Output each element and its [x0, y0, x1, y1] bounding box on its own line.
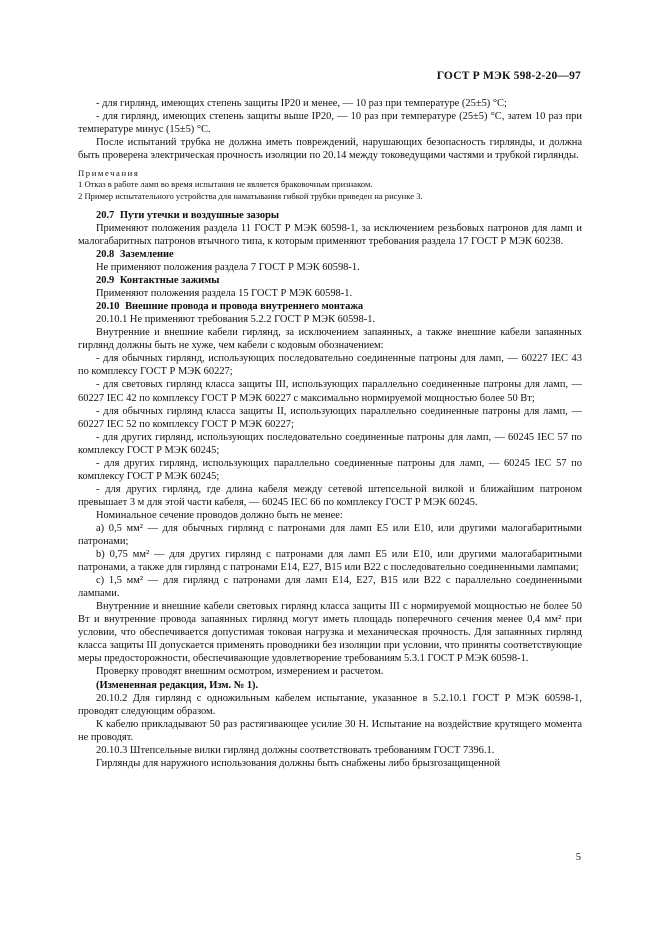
paragraph: 20.10.2 Для гирлянд с одножильным кабелем испытание, указанное в 5.2.10.1 ГОСТ Р МЭК 60598-1, проводят следующим образом. — [78, 692, 582, 717]
paragraph: Проверку проводят внешним осмотром, измерением и расчетом. — [96, 666, 384, 678]
note-item: 2 Пример испытательного устройства для наматывания гибкой трубки приведен на рисунке 3. — [78, 190, 423, 201]
paragraph: Применяют положения раздела 11 ГОСТ Р МЭК 60598-1, за исключением резьбовых патронов для ламп и малогабаритных патронов втычного типа, к которым применяют требования раздела 17 ГОСТ Р МЭК 60238. — [78, 222, 582, 247]
paragraph: К кабелю прикладывают 50 раз растягивающее усилие 30 Н. Испытание на воздействие крутящего момента не проводят. — [78, 718, 582, 743]
document-header: ГОСТ Р МЭК 598-2-20—97 — [436, 70, 581, 82]
section-number: 20.7 — [96, 209, 115, 221]
list-item: - для других гирлянд, использующих параллельно соединенные патроны для ламп, — 60245 IEC 57 по комплексу ГОСТ Р МЭК 60245; — [78, 457, 582, 482]
notes-block — [78, 168, 582, 202]
section-heading-20-7 — [78, 209, 582, 222]
section-heading-20-10 — [78, 300, 582, 313]
list-item: - для обычных гирлянд класса защиты II, использующих параллельно соединенные патроны для ламп, — 60227 IEC 52 по комплексу ГОСТ Р МЭК 60227; — [78, 405, 582, 430]
notes-title: Примечания — [78, 168, 140, 179]
note-item: 1 Отказ в работе ламп во время испытания не является браковочным признаком. — [78, 179, 373, 190]
section-title: Пути утечки и воздушные зазоры — [119, 209, 280, 221]
amendment-note: (Измененная редакция, Изм. № 1). — [96, 679, 259, 691]
list-item: b) 0,75 мм² — для других гирлянд с патронами для ламп Е5 или Е10, или другими малогабаритными патронами, а также для гирлянд с патронами Е14, Е27, В15 или В22 с последовательно соединенными лампами; — [78, 549, 582, 574]
paragraph: Внутренние и внешние кабели гирлянд, за исключением запаянных, а также внешние кабели запаянных гирлянд должны быть не хуже, чем кабели с кодовым обозначением: — [78, 327, 582, 352]
list-item: - для световых гирлянд класса защиты III, использующих параллельно соединенные патроны для ламп, — 60227 IEC 42 по комплексу ГОСТ Р МЭК 60227 с максимально нормируемой мощностью более 50 Вт; — [78, 379, 582, 404]
section-number: 20.10 — [96, 301, 120, 313]
paragraph: Не применяют положения раздела 7 ГОСТ Р МЭК 60598-1. — [96, 262, 360, 274]
section-title: Контактные зажимы — [119, 275, 220, 287]
list-item: - для других гирлянд, где длина кабеля между сетевой штепсельной вилкой и ближайшим патроном превышает 3 м для этой части кабеля, — 60245 IEC 66 по комплексу ГОСТ Р МЭК 60245. — [78, 483, 582, 508]
section-title: Заземление — [119, 248, 174, 260]
paragraph: 20.10.1 Не применяют требования 5.2.2 ГОСТ Р МЭК 60598-1. — [96, 314, 376, 326]
section-number: 20.8 — [96, 248, 115, 260]
paragraph: - для гирлянд, имеющих степень защиты IP20 и менее, — 10 раз при температуре (25±5) °С; — [96, 98, 507, 109]
paragraph: После испытаний трубка не должна иметь повреждений, нарушающих безопасность гирлянды, и должна быть проверена электрическая прочность изоляции по 20.14 между токоведущими частями и трубкой гирлянды. — [78, 137, 582, 162]
paragraph: 20.10.3 Штепсельные вилки гирлянд должны соответствовать требованиям ГОСТ 7396.1. — [96, 744, 495, 756]
list-item: a) 0,5 мм² — для обычных гирлянд с патронами для ламп Е5 или Е10, или другими малогабаритными патронами; — [78, 522, 582, 548]
page-number: 5 — [575, 852, 581, 863]
section-heading-20-8 — [78, 248, 582, 261]
paragraph: Гирлянды для наружного использования должны быть снабжены либо брызгозащищенной — [96, 757, 501, 769]
section-number: 20.9 — [96, 275, 115, 287]
list-item: c) 1,5 мм² — для гирлянд с патронами для ламп Е14, Е27, В15 или В22 с параллельно соединенными лампами. — [78, 575, 582, 600]
list-item: - для других гирлянд, использующих последовательно соединенные патроны для ламп, — 60245 IEC 57 по комплексу ГОСТ Р МЭК 60245; — [78, 431, 582, 456]
section-heading-20-9 — [78, 274, 582, 287]
list-item: - для обычных гирлянд, использующих последовательно соединенные патроны для ламп, — 60227 IEC 43 по комплексу ГОСТ Р МЭК 60227; — [78, 353, 582, 378]
paragraph: - для гирлянд, имеющих степень защиты выше IP20, — 10 раз при температуре (25±5) °С, затем 10 раз при температуре минус (15±5) °С. — [78, 111, 582, 136]
paragraph: Внутренние и внешние кабели световых гирлянд класса защиты III с нормируемой мощностью не более 50 Вт и внутренние провода запаянных гирлянд могут иметь площадь поперечного сечения менее 0,4 мм² при условии, что обеспечивается допустимая токовая нагрузка и механическая прочность. Для запаянных гирлянд класса защиты III допускается применять проводники без изоляции при условии, что приняты соответствующие меры предосторожности, обеспечивающие удовлетворение требованиям 5.3.1 ГОСТ Р МЭК 60598-1. — [78, 601, 582, 665]
paragraph: Номинальное сечение проводов должно быть не менее: — [96, 509, 343, 521]
section-title: Внешние провода и провода внутреннего монтажа — [125, 301, 364, 313]
paragraph: Применяют положения раздела 15 ГОСТ Р МЭК 60598-1. — [96, 288, 353, 300]
document-body — [78, 97, 582, 770]
